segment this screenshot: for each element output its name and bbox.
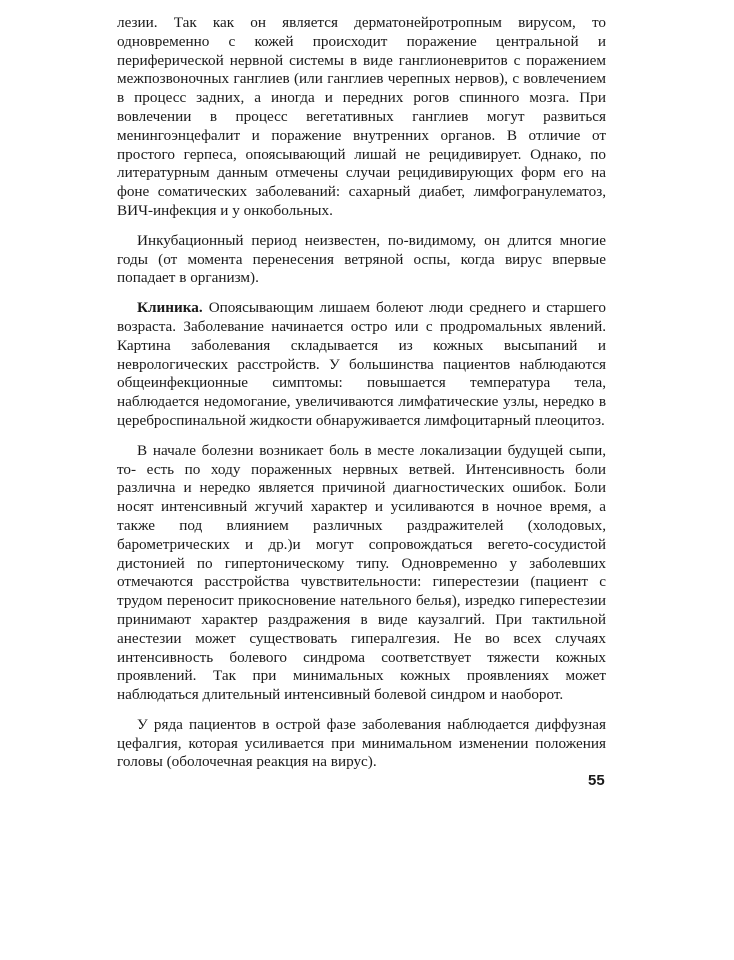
document-page xyxy=(117,14,606,772)
paragraph-5 xyxy=(117,716,606,772)
paragraph-1 xyxy=(117,14,606,221)
paragraph-1-text: лезии. Так как он является дерматонейротропным вирусом, то одновременно с кожей происходит поражение центральной и периферической нервной системы в виде ганглионевритов с поражением межпозвоночных ганглиев (или ганглиев черепных нервов), с вовлечением в процесс задних, а иногда и передних рогов спинного мозга. При вовлечении в процесс вегетативных ганглиев могут развиться менингоэнцефалит и поражение внутренних органов. В отличие от простого герпеса, опоясывающий лишай не рецидивирует. Однако, по литературным данным отмечены случаи рецидивирующих форм его на фоне соматических заболеваний: сахарный диабет, лимфогранулематоз, ВИЧ-инфекция и у онкобольных. xyxy=(117,14,606,219)
paragraph-4-text: В начале болезни возникает боль в месте локализации будущей сыпи, то- есть по ходу пораженных нервных ветвей. Интенсивность боли различна и нередко является причиной диагностических ошибок. Боли носят интенсивный жгучий характер и усиливаются в ночное время, а также под влиянием различных раздражителей (холодовых, барометрических и др.)и могут сопровождаться вегето-сосудистой дистонией по гипертоническому типу. Одновременно у заболевших отмечаются расстройства чувствительности: гиперестезии (пациент с трудом переносит прикосновение нательного белья), изредко гиперестезии принимают характер раздражения в виде каузалгий. При тактильной анестезии может существовать гипералгезия. Не во всех случаях интенсивность болевого синдрома соответствует тяжести кожных проявлений. Так при минимальных кожных проявлениях может наблюдаться длительный интенсивный болевой синдром и наоборот. xyxy=(117,441,606,704)
paragraph-2-text: Инкубационный период неизвестен, по-видимому, он длится многие годы (от момента перенесения ветряной оспы, когда вирус впервые попадает в организм). xyxy=(117,231,606,287)
page-number: 55 xyxy=(588,772,605,789)
paragraph-4 xyxy=(117,442,606,705)
paragraph-3 xyxy=(117,299,606,431)
paragraph-3-lead: Клиника. xyxy=(137,299,203,317)
paragraph-5-text: У ряда пациентов в острой фазе заболевания наблюдается диффузная цефалгия, которая усиливается при минимальном изменении положения головы (оболочечная реакция на вирус). xyxy=(117,715,606,771)
paragraph-2 xyxy=(117,232,606,288)
paragraph-3-text: Опоясывающим лишаем болеют люди среднего и старшего возраста. Заболевание начинается остро или с продромальных явлений. Картина заболевания складывается из кожных высыпаний и неврологических расстройств. У большинства пациентов наблюдаются общеинфекционные симптомы: повышается температура тела, наблюдается недомогание, увеличиваются лимфатические узлы, нередко в цереброспинальной жидкости обнаруживается лимфоцитарный плеоцитоз. xyxy=(117,299,606,429)
